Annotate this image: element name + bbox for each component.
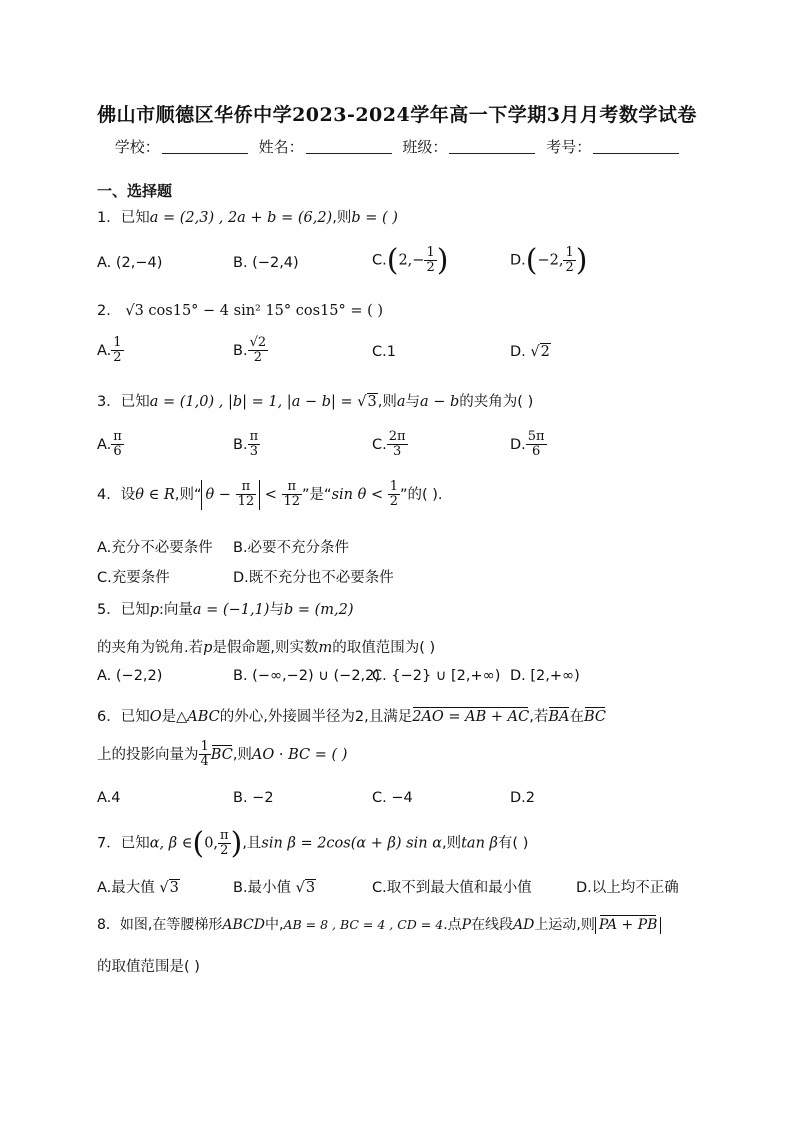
q2-option-c[interactable]: C.1 (372, 344, 396, 360)
q5-option-a[interactable]: A. (−2,2) (97, 668, 163, 684)
q4-option-d[interactable]: D.既不充分也不必要条件 (233, 570, 394, 586)
q2-option-d[interactable]: D. √2 (510, 344, 550, 360)
q7-option-b[interactable]: B.最小值 √3 (233, 880, 316, 896)
student-info-row (0, 136, 794, 157)
q5-option-c[interactable]: C. {−2} ∪ [2,+∞) (372, 668, 501, 684)
q7-option-a[interactable]: A.最大值 √3 (97, 880, 179, 896)
q4-option-a[interactable]: A.充分不必要条件 (97, 540, 213, 556)
question-5: 5．已知p:向量a = (−1,1)与b = (m,2) (97, 602, 354, 618)
question-7: 7．已知α, β ∈(0, $\frac{\pi}{2}$ ),且sin β = 2cos(α + β) sin α,则tan β有( ) (97, 826, 529, 861)
q4-option-b[interactable]: B.必要不充分条件 (233, 540, 350, 556)
q6-option-b[interactable]: B. −2 (233, 790, 274, 806)
q3-option-c[interactable]: C. $\frac{2\pi}{3}$ (372, 429, 406, 460)
q1-option-d[interactable]: D.(−2, $\frac{1}{2}$ ) (510, 243, 588, 278)
q2-option-a[interactable]: A. $\frac{1}{2}$ (97, 335, 122, 366)
q1-option-c[interactable]: C.(2,− $\frac{1}{2}$ ) (372, 243, 449, 278)
q4-option-c[interactable]: C.充要条件 (97, 570, 170, 586)
q7-option-d[interactable]: D.以上均不正确 (576, 880, 679, 896)
q5-option-b[interactable]: B. (−∞,−2) ∪ (−2,2) (233, 668, 381, 684)
exam-number-field[interactable]: 考号： (546, 136, 679, 157)
question-6-line-2: 上的投影向量为 $\frac{1}{4}$ BC,则AO · BC = ( ) (97, 739, 348, 770)
question-8-line-2: 的取值范围是( ) (97, 959, 200, 975)
name-field[interactable]: 姓名： (259, 136, 392, 157)
class-field[interactable]: 班级： (402, 136, 535, 157)
question-8: 8．如图,在等腰梯形ABCD中,AB = 8 , BC = 4 , CD = 4.点P在线段AD上运动,则 PA + PB (97, 914, 661, 934)
q3-option-a[interactable]: A. $\frac{\pi}{6}$ (97, 429, 122, 460)
question-1: 1．已知a = (2,3) , 2a + b = (6,2),则b = ( ) (97, 210, 398, 226)
question-5-line-2: 的夹角为锐角.若p是假命题,则实数m的取值范围为( ) (97, 640, 436, 656)
q5-option-d[interactable]: D. [2,+∞) (510, 668, 580, 684)
question-3: 3．已知a = (1,0) , |b| = 1, |a − b| = √3,则a与a − b的夹角为( ) (97, 394, 534, 410)
q3-option-b[interactable]: B. $\frac{\pi}{3}$ (233, 429, 259, 460)
question-4: 4．设θ ∈ R,则“ θ − $\frac{\pi}{12}$ < $\frac{\pi}{12}$ ”是“sin θ < $\frac{1}{2}$ ”的( ). (97, 479, 443, 510)
question-6: 6．已知O是△ABC的外心,外接圆半径为2,且满足2AO = AB + AC,若BA在BC (97, 709, 607, 725)
q2-option-b[interactable]: B. $\frac{√2}{2}$ (233, 335, 267, 366)
page-title: 佛山市顺德区华侨中学2023-2024学年高一下学期3月月考数学试卷 (97, 104, 697, 126)
q6-option-c[interactable]: C. −4 (372, 790, 413, 806)
question-2: 2． √3 cos15° − 4 sin² 15° cos15° = ( ) (97, 303, 384, 319)
q1-option-a[interactable]: A. (2,−4) (97, 255, 163, 271)
q7-option-c[interactable]: C.取不到最大值和最小值 (372, 880, 532, 896)
q6-option-a[interactable]: A.4 (97, 790, 121, 806)
q3-option-d[interactable]: D. $\frac{5\pi}{6}$ (510, 429, 545, 460)
q1-option-b[interactable]: B. (−2,4) (233, 255, 299, 271)
school-field[interactable]: 学校： (115, 136, 248, 157)
q6-option-d[interactable]: D.2 (510, 790, 535, 806)
section-title: 一、选择题 (97, 182, 173, 200)
